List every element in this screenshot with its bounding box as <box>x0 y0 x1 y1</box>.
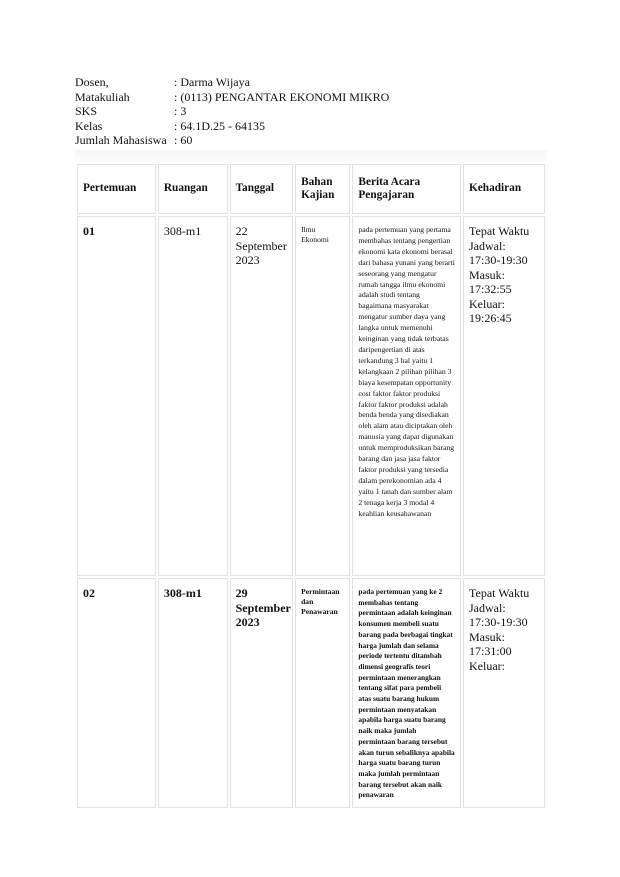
kehadiran-status: Tepat Waktu <box>469 224 530 238</box>
info-row-jumlah <box>75 133 545 148</box>
info-value: : 64.1D.25 - 64135 <box>174 118 265 133</box>
kehadiran-jadwal: Jadwal: 17:30-19:30 <box>469 600 528 629</box>
cell-bahan-kajian: Permintaan dan Penawaran <box>295 578 350 808</box>
info-label: Kelas <box>75 118 103 133</box>
kehadiran-keluar: Keluar: <box>469 658 505 673</box>
kehadiran-masuk: Masuk: 17:32:55 <box>469 267 512 296</box>
cell-pertemuan: 01 <box>77 216 156 576</box>
cell-berita-acara: pada pertemuan yang pertama membahas tentang pengertian ekonomi kata ekonomi berasal dari bahasa yunani yang berarti seseorang yang mengatur rumah tangga ilmu ekonomi adalah studi tentang bagaimana masyarakat mengatur sumber daya yang langka untuk memenuhi keinginan yang tidak terbatas daripengertian di atas terkandung 3 hal yaitu 1 kelangkaan 2 pilihan pilihan 3 biaya kesempatan opportunity cost faktor faktor produksi faktor faktor produksi adalah benda benda yang disediakan oleh alam atau diciptakan oleh manusia yang dapat digunakan untuk memproduksikan barang barang dan jasa jasa faktor faktor produksi yang tersedia dalam perekonomian ada 4 yaitu 1 tanah dan sumber alam 2 tenaga kerja 3 modal 4 keahlian keusahawanan <box>352 216 461 576</box>
info-row-kelas <box>75 119 545 134</box>
cell-bahan-kajian: Ilmu Ekonomi <box>295 216 350 576</box>
info-value: : Darma Wijaya <box>174 75 250 89</box>
info-row-matakuliah <box>75 90 545 105</box>
kehadiran-jadwal: Jadwal: 17:30-19:30 <box>469 238 528 267</box>
info-value: : (0113) PENGANTAR EKONOMI MIKRO <box>174 89 390 104</box>
cell-kehadiran <box>463 216 545 576</box>
info-value: : 60 <box>174 133 193 148</box>
cell-berita-acara: pada pertemuan yang ke 2 membahas tentang permintaan adalah keinginan konsumen membeli suatu barang pada berbagai tingkat harga jumlah dan selama periode tertentu ditambah dimensi geografis teori permintaan menerangkan tentang sifat para pembeli atas suatu barang hukum permintaan menyatakan apabila harga suatu barang naik maka jumlah permintaan barang tersebut akan turun sebaliknya apabila harga suatu barang turun maka jumlah permintaan barang tersebut akan naik penawaran <box>352 578 461 808</box>
table-header-row <box>77 164 545 214</box>
col-header-tanggal: Tanggal <box>230 164 294 214</box>
cell-ruangan: 308-m1 <box>158 216 228 576</box>
col-header-bahan-kajian: Bahan Kajian <box>295 164 350 214</box>
table-row <box>77 578 545 808</box>
info-value: : 3 <box>174 104 187 119</box>
info-label: Jumlah Mahasiswa <box>75 133 167 148</box>
info-row-dosen <box>75 75 545 90</box>
course-info <box>75 75 545 148</box>
col-header-pertemuan: Pertemuan <box>77 164 156 214</box>
cell-tanggal: 22 September 2023 <box>230 216 294 576</box>
cell-pertemuan: 02 <box>77 578 156 808</box>
info-row-sks <box>75 104 545 119</box>
info-label: Dosen, <box>75 75 109 89</box>
kehadiran-masuk: Masuk: 17:31:00 <box>469 629 512 658</box>
col-header-ruangan: Ruangan <box>158 164 228 214</box>
cell-ruangan: 308-m1 <box>158 578 228 808</box>
attendance-table <box>75 162 547 810</box>
info-label: SKS <box>75 104 98 119</box>
col-header-kehadiran: Kehadiran <box>463 164 545 214</box>
table-row <box>77 216 545 576</box>
info-label: Matakuliah <box>75 89 130 104</box>
kehadiran-status: Tepat Waktu <box>469 586 530 600</box>
cell-kehadiran <box>463 578 545 808</box>
col-header-berita-acara: Berita Acara Pengajaran <box>352 164 461 214</box>
cell-tanggal: 29 September 2023 <box>230 578 294 808</box>
kehadiran-keluar: Keluar: 19:26:45 <box>469 296 512 325</box>
divider-band <box>75 150 547 162</box>
